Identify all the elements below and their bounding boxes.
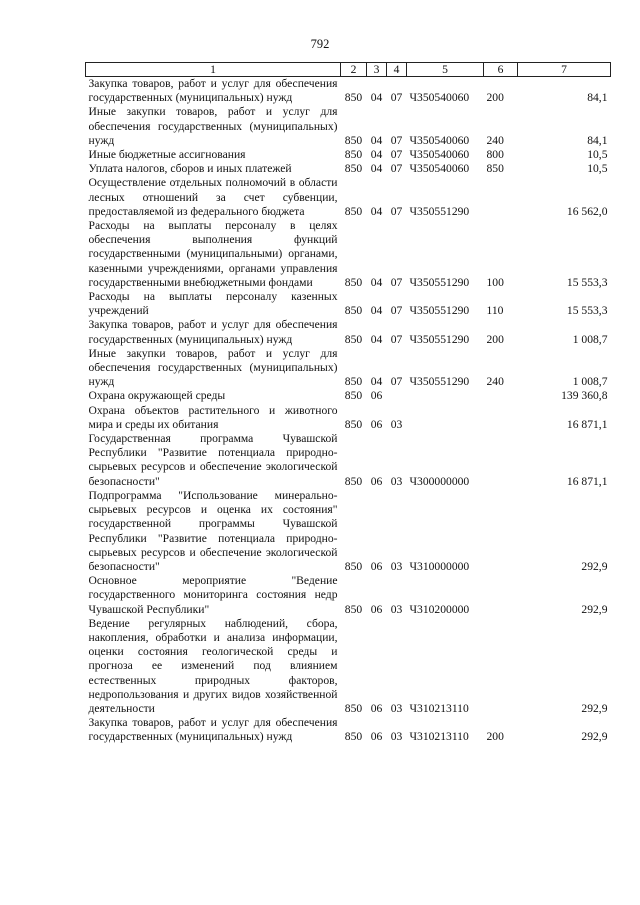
- row-amount: 139 360,8: [561, 389, 608, 403]
- column-header-ministry: 2: [341, 63, 367, 77]
- row-name: Закупка товаров, работ и услуг для обеспечения государственных (муниципальных) нужд: [88, 716, 338, 744]
- row-name: Подпрограмма "Использование минерально-сырьевых ресурсов и оценка их состояния" государственной программы Чувашской Республики "Развитие потенциала природно-сырьевых ресурсов и обеспечение экологической безопасности": [88, 488, 338, 573]
- row-name: Охрана объектов растительного и животного мира и среды их обитания: [88, 403, 338, 431]
- column-header-section: 3: [367, 63, 387, 77]
- row-amount: 84,1: [587, 91, 608, 105]
- row-expense-type: 100: [486, 275, 504, 289]
- row-amount: 1 008,7: [572, 375, 608, 389]
- row-subsection-code: 07: [390, 275, 403, 289]
- row-ministry-code: 850: [344, 559, 363, 573]
- row-target-article: Ч300000000: [409, 474, 470, 488]
- column-header-amount: 7: [518, 63, 611, 77]
- row-subsection-code: 03: [390, 602, 403, 616]
- row-name: Основное мероприятие "Ведение государственного мониторинга состояния недр Чувашской Республики": [88, 574, 338, 616]
- row-section-code: 06: [370, 389, 383, 403]
- row-amount: 292,9: [581, 701, 608, 715]
- row-subsection-code: 07: [390, 375, 403, 389]
- row-subsection-code: 07: [390, 162, 403, 176]
- row-amount: 15 553,3: [566, 304, 608, 318]
- row-section-code: 06: [370, 701, 383, 715]
- column-header-name: 1: [86, 63, 341, 77]
- row-expense-type: [484, 574, 518, 617]
- row-expense-type: 200: [486, 332, 504, 346]
- row-expense-type: [484, 617, 518, 716]
- row-amount: 292,9: [581, 559, 608, 573]
- row-expense-type: [484, 389, 518, 403]
- row-ministry-code: 850: [344, 91, 363, 105]
- table-row: [86, 404, 611, 432]
- table-body: [86, 77, 611, 745]
- row-ministry-code: 850: [344, 417, 363, 431]
- row-target-article: Ч350540060: [409, 162, 470, 176]
- row-target-article: Ч350551290: [409, 332, 470, 346]
- table-row: [86, 219, 611, 290]
- row-expense-type: 800: [486, 148, 504, 162]
- row-expense-type: 200: [486, 730, 504, 744]
- row-expense-type: [484, 404, 518, 432]
- row-target-article: [407, 404, 484, 432]
- row-target-article: Ч310000000: [409, 559, 470, 573]
- row-ministry-code: 850: [344, 474, 363, 488]
- table-row: [86, 489, 611, 574]
- row-amount: 84,1: [587, 133, 608, 147]
- row-ministry-code: 850: [344, 701, 363, 715]
- row-name: Уплата налогов, сборов и иных платежей: [88, 162, 292, 176]
- table-row: [86, 574, 611, 617]
- row-ministry-code: 850: [344, 730, 363, 744]
- row-target-article: Ч310213110: [409, 730, 469, 744]
- row-ministry-code: 850: [344, 275, 363, 289]
- row-amount: 292,9: [581, 602, 608, 616]
- row-target-article: Ч310200000: [409, 602, 470, 616]
- row-section-code: 04: [370, 304, 383, 318]
- row-section-code: 04: [370, 332, 383, 346]
- row-amount: 16 871,1: [566, 417, 608, 431]
- row-subsection-code: [387, 389, 407, 403]
- row-ministry-code: 850: [344, 204, 363, 218]
- row-amount: 10,5: [587, 162, 608, 176]
- row-subsection-code: 03: [390, 559, 403, 573]
- budget-table: [85, 62, 611, 745]
- row-target-article: Ч310213110: [409, 701, 469, 715]
- column-header-target-article: 5: [407, 63, 484, 77]
- row-section-code: 04: [370, 204, 383, 218]
- row-target-article: Ч350551290: [409, 275, 470, 289]
- row-expense-type: [484, 489, 518, 574]
- row-amount: 15 553,3: [566, 275, 608, 289]
- table-row: [86, 290, 611, 318]
- row-section-code: 04: [370, 162, 383, 176]
- row-amount: 292,9: [581, 730, 608, 744]
- row-expense-type: [484, 176, 518, 219]
- row-name: Расходы на выплаты персоналу в целях обеспечения выполнения функций государственными (муниципальными) органами, казенными учреждениями, органами управления государственными внебюджетными фондами: [88, 219, 338, 289]
- table-row: [86, 432, 611, 489]
- row-ministry-code: 850: [344, 162, 363, 176]
- row-section-code: 06: [370, 417, 383, 431]
- table-row: [86, 148, 611, 162]
- row-target-article: Ч350551290: [409, 375, 470, 389]
- row-ministry-code: 850: [344, 133, 363, 147]
- row-subsection-code: 07: [390, 304, 403, 318]
- table-row: [86, 162, 611, 176]
- row-name: Осуществление отдельных полномочий в области лесных отношений за счет субвенции, предоставляемой из федерального бюджета: [88, 176, 338, 218]
- row-ministry-code: 850: [344, 389, 363, 403]
- table-header-row: [86, 63, 611, 77]
- row-ministry-code: 850: [344, 375, 363, 389]
- row-section-code: 04: [370, 148, 383, 162]
- row-target-article: Ч350540060: [409, 91, 470, 105]
- row-subsection-code: 03: [390, 701, 403, 715]
- row-target-article: Ч350540060: [409, 148, 470, 162]
- table-row: [86, 347, 611, 390]
- row-subsection-code: 07: [390, 91, 403, 105]
- row-subsection-code: 03: [390, 730, 403, 744]
- row-name: Охрана окружающей среды: [88, 389, 226, 403]
- row-name: Иные закупки товаров, работ и услуг для обеспечения государственных (муниципальных) нужд: [88, 105, 338, 147]
- row-section-code: 04: [370, 91, 383, 105]
- column-header-subsection: 4: [387, 63, 407, 77]
- row-target-article: Ч350551290: [409, 204, 470, 218]
- row-expense-type: 240: [486, 133, 504, 147]
- table-row: [86, 318, 611, 346]
- row-section-code: 06: [370, 559, 383, 573]
- page-number: 792: [310, 37, 330, 51]
- row-amount: 1 008,7: [572, 332, 608, 346]
- row-section-code: 06: [370, 602, 383, 616]
- row-ministry-code: 850: [344, 304, 363, 318]
- row-name: Закупка товаров, работ и услуг для обеспечения государственных (муниципальных) нужд: [88, 318, 338, 346]
- row-subsection-code: 07: [390, 133, 403, 147]
- row-target-article: [407, 389, 484, 403]
- row-name: Закупка товаров, работ и услуг для обеспечения государственных (муниципальных) нужд: [88, 77, 338, 105]
- column-header-expense-type: 6: [484, 63, 518, 77]
- table-row: [86, 105, 611, 148]
- row-target-article: Ч350551290: [409, 304, 470, 318]
- table-row: [86, 77, 611, 106]
- table-row: [86, 716, 611, 744]
- row-section-code: 04: [370, 375, 383, 389]
- table-row: [86, 176, 611, 219]
- row-amount: 10,5: [587, 148, 608, 162]
- row-subsection-code: 07: [390, 148, 403, 162]
- row-section-code: 04: [370, 275, 383, 289]
- row-name: Расходы на выплаты персоналу казенных учреждений: [88, 290, 338, 318]
- row-expense-type: 200: [486, 91, 504, 105]
- row-subsection-code: 03: [390, 417, 403, 431]
- row-expense-type: [484, 432, 518, 489]
- row-name: Ведение регулярных наблюдений, сбора, накопления, обработки и анализа информации, оценки состояния геологической среды и прогноза ее изменений под влиянием естественных природных факторов, недропользования и других видов хозяйственной деятельности: [88, 616, 338, 715]
- row-subsection-code: 07: [390, 332, 403, 346]
- row-ministry-code: 850: [344, 602, 363, 616]
- row-name: Иные закупки товаров, работ и услуг для обеспечения государственных (муниципальных) нужд: [88, 346, 338, 389]
- row-expense-type: 110: [486, 304, 504, 318]
- table-row: [86, 617, 611, 716]
- row-ministry-code: 850: [344, 332, 363, 346]
- row-amount: 16 871,1: [566, 474, 608, 488]
- row-ministry-code: 850: [344, 148, 363, 162]
- row-section-code: 06: [370, 474, 383, 488]
- row-section-code: 04: [370, 133, 383, 147]
- row-name: Иные бюджетные ассигнования: [88, 148, 246, 162]
- row-target-article: Ч350540060: [409, 133, 470, 147]
- row-name: Государственная программа Чувашской Республики "Развитие потенциала природно-сырьевых ресурсов и обеспечение экологической безопасности": [88, 432, 338, 488]
- row-expense-type: 850: [486, 162, 504, 176]
- row-section-code: 06: [370, 730, 383, 744]
- table-row: [86, 389, 611, 403]
- row-subsection-code: 03: [390, 474, 403, 488]
- row-amount: 16 562,0: [566, 204, 608, 218]
- row-expense-type: 240: [486, 375, 504, 389]
- row-subsection-code: 07: [390, 204, 403, 218]
